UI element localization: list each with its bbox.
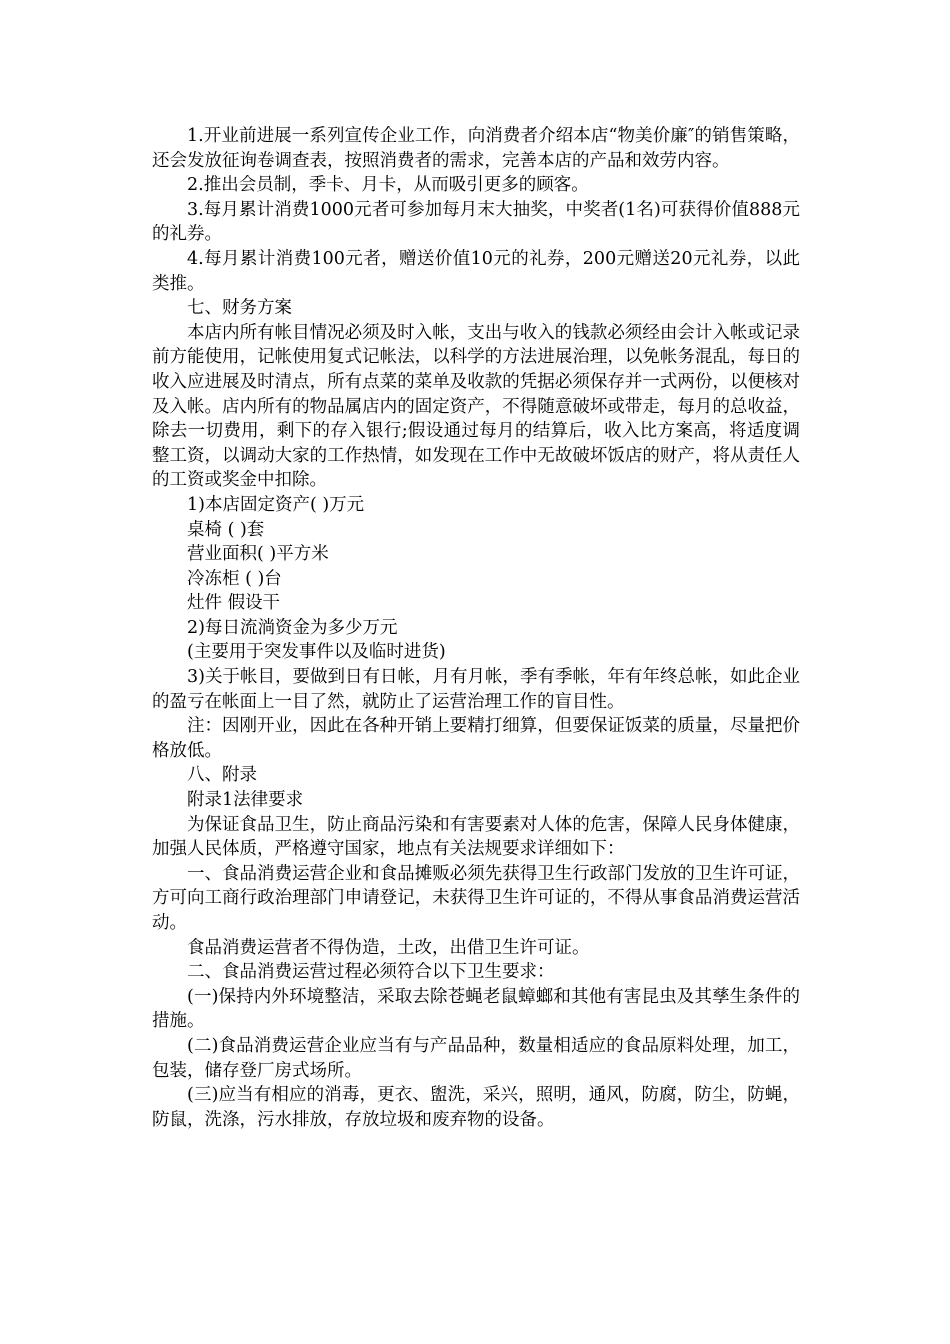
list-item-working-capital: 2)每日流淌资金为多少万元 [187,617,398,638]
paragraph-finance-intro: 本店内所有帐目情况必须及时入帐，支出与收入的钱款必须经由会计入帐或记录前方能使用，记帐使用复式记帐法，以科学的方法进展治理，以免帐务混乱，每日的收入应进展及时清点，所有点菜的菜单及收款的凭据必须保存并一式两份，以便核对及入帐。店内所有的物品属店内的固定资产，不得随意破坏或带走，每月的总收益，除去一切费用，剩下的存入银行;假设通过每月的结算后，收入比方案高，将适度调整工资，以调动大家的工作热情，如发现在工作中无故破坏饭店的财产，将从责任人的工资或奖金中扣除。 [152,322,800,491]
section-heading-finance: 七、财务方案 [187,298,292,319]
paragraph-note: 注：因刚开业，因此在各种开销上要精打细算，但要保证饭菜的质量，尽量把价格放低。 [152,716,800,761]
paragraph-legal-2: 二、食品消费运营过程必须符合以下卫生要求： [187,962,555,983]
paragraph-legal-2-2: (二)食品消费运营企业应当有与产品品种，数量相适应的食品原料处理，加工，包装，储存登厂房式场所。 [152,1035,800,1081]
list-item-accounts: 3)关于帐目，要做到日有日帐，月有月帐，季有季帐，年有年终总帐，如此企业的盈亏在帐面上一目了然，就防止了运营治理工作的盲目性。 [152,667,800,712]
paragraph-legal-license: 食品消费运营者不得伪造，土改，出借卫生许可证。 [187,937,590,958]
section-heading-appendix: 八、附录 [187,765,257,786]
paragraph-promo-1: 1.开业前进展一系列宣传企业工作，向消费者介绍本店“物美价廉″的销售策略，还会发放征询卷调查表，按照消费者的需求，完善本店的产品和效劳内容。 [152,126,800,171]
paragraph-promo-4: 4.每月累计消费100元者，赠送价值10元的礼券，200元赠送20元礼券，以此类推。 [152,248,800,294]
list-item-capital-note: (主要用于突发事件以及临时进货) [187,642,446,663]
paragraph-promo-3: 3.每月累计消费1000元者可参加每月末大抽奖，中奖者(1名)可获得价值888元的礼券。 [152,199,800,245]
paragraph-legal-1: 一、食品消费运营企业和食品摊贩必须先获得卫生行政部门发放的卫生许可证，方可向工商行政治理部门申请登记，未获得卫生许可证的，不得从事食品消费运营活动。 [152,863,800,933]
paragraph-legal-intro: 为保证食品卫生，防止商品污染和有害要素对人体的危害，保障人民身体健康，加强人民体质，严格遵守国家，地点有关法规要求详细如下： [152,814,800,860]
document-body [152,124,800,1132]
list-item-stoves: 灶件 假设干 [187,593,281,614]
list-item-fixed-assets: 1)本店固定资产( )万元 [187,494,365,515]
list-item-floor-area: 营业面积( )平方米 [187,544,329,565]
paragraph-legal-2-3: (三)应当有相应的消毒，更衣、盥洗，采兴，照明，通风，防腐，防尘，防蝇，防鼠，洗涤，污水排放，存放垃圾和废弃物的设备。 [152,1085,800,1130]
appendix-title-legal: 附录1法律要求 [187,790,304,811]
paragraph-legal-2-1: (一)保持内外环境整洁，采取去除苍蝇老鼠蟑螂和其他有害昆虫及其孳生条件的措施。 [152,986,800,1032]
list-item-freezers: 冷冻柜 ( )台 [187,568,282,589]
list-item-tables-chairs: 桌椅 ( )套 [187,519,265,540]
paragraph-promo-2: 2.推出会员制，季卡、月卡，从而吸引更多的顾客。 [187,175,589,196]
